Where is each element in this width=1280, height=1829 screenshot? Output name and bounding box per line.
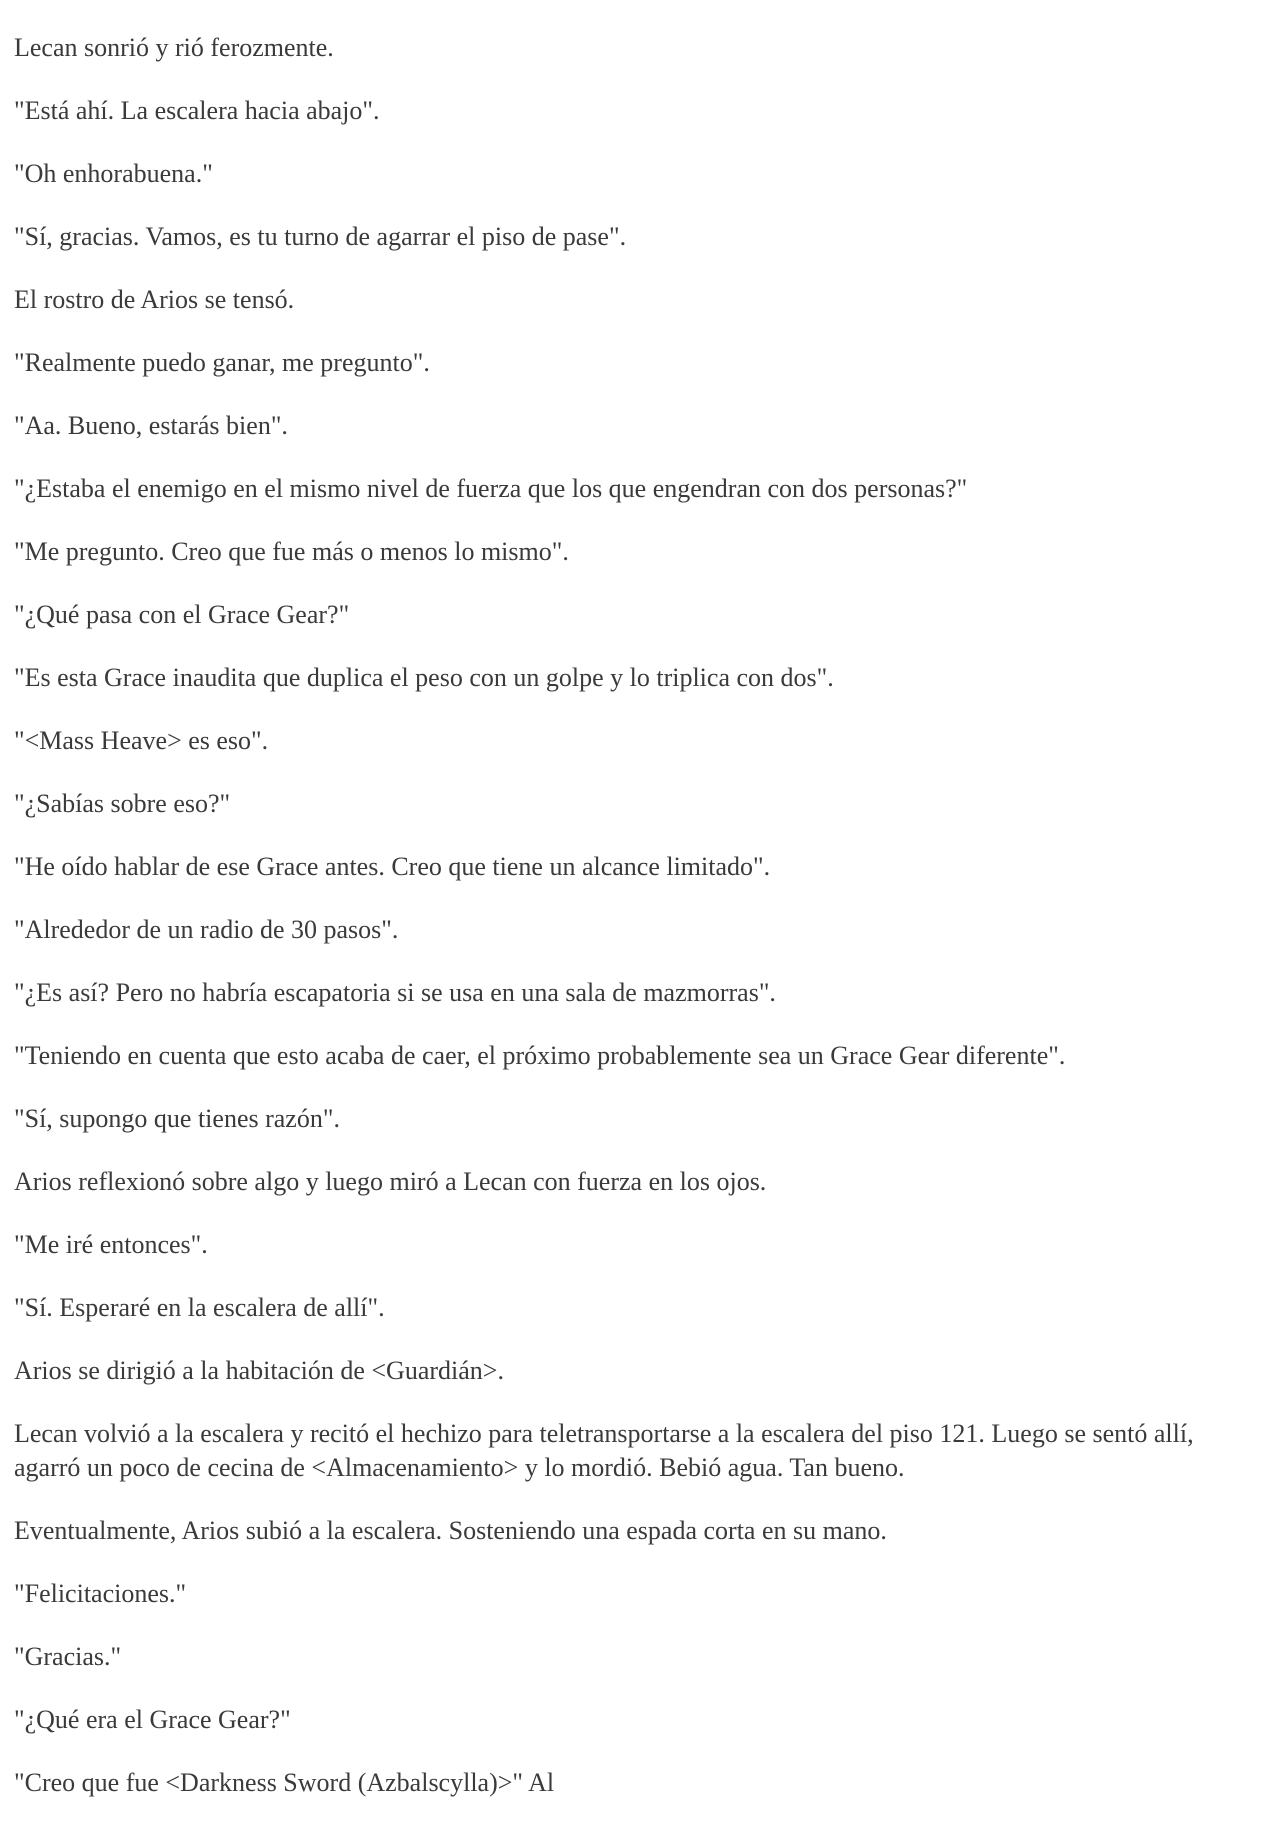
paragraph: "Realmente puedo ganar, me pregunto". <box>14 348 430 377</box>
paragraph: "¿Estaba el enemigo en el mismo nivel de fuerza que los que engendran con dos personas?" <box>14 474 968 503</box>
paragraph: "¿Sabías sobre eso?" <box>14 789 231 818</box>
paragraph: Lecan sonrió y rió ferozmente. <box>14 33 334 62</box>
paragraph: "Alrededor de un radio de 30 pasos". <box>14 915 399 944</box>
document-body <box>14 31 1254 1829</box>
paragraph: "Oh enhorabuena." <box>14 159 213 188</box>
paragraph: "¿Es así? Pero no habría escapatoria si se usa en una sala de mazmorras". <box>14 978 776 1007</box>
paragraph: "Me iré entonces". <box>14 1230 208 1259</box>
paragraph: "Felicitaciones." <box>14 1579 187 1608</box>
paragraph: "Está ahí. La escalera hacia abajo". <box>14 96 380 125</box>
paragraph: Arios se dirigió a la habitación de <Guardián>. <box>14 1356 504 1385</box>
paragraph: "¿Qué era el Grace Gear?" <box>14 1705 291 1734</box>
paragraph: El rostro de Arios se tensó. <box>14 285 295 314</box>
paragraph: Lecan volvió a la escalera y recitó el hechizo para teletransportarse a la escalera del piso 121. Luego se sentó allí, agarró un poco de cecina de <Almacenamiento> y lo mordió. Bebió agua. Tan bueno. <box>14 1419 1194 1482</box>
paragraph: "Aa. Bueno, estarás bien". <box>14 411 288 440</box>
paragraph: "Es esta Grace inaudita que duplica el peso con un golpe y lo triplica con dos". <box>14 663 834 692</box>
paragraph: "He oído hablar de ese Grace antes. Creo que tiene un alcance limitado". <box>14 852 771 881</box>
paragraph: "Sí, gracias. Vamos, es tu turno de agarrar el piso de pase". <box>14 222 627 251</box>
paragraph: "Creo que fue <Darkness Sword (Azbalscylla)>" Al <box>14 1768 555 1797</box>
paragraph: "Me pregunto. Creo que fue más o menos lo mismo". <box>14 537 569 566</box>
paragraph: "<Mass Heave> es eso". <box>14 726 269 755</box>
paragraph: Arios reflexionó sobre algo y luego miró a Lecan con fuerza en los ojos. <box>14 1167 767 1196</box>
paragraph: "Teniendo en cuenta que esto acaba de caer, el próximo probablemente sea un Grace Gear diferente". <box>14 1041 1066 1070</box>
paragraph: "¿Qué pasa con el Grace Gear?" <box>14 600 350 629</box>
paragraph: Eventualmente, Arios subió a la escalera. Sosteniendo una espada corta en su mano. <box>14 1516 887 1545</box>
paragraph: "Sí. Esperaré en la escalera de allí". <box>14 1293 385 1322</box>
paragraph: "Sí, supongo que tienes razón". <box>14 1104 340 1133</box>
paragraph: "Gracias." <box>14 1642 122 1671</box>
